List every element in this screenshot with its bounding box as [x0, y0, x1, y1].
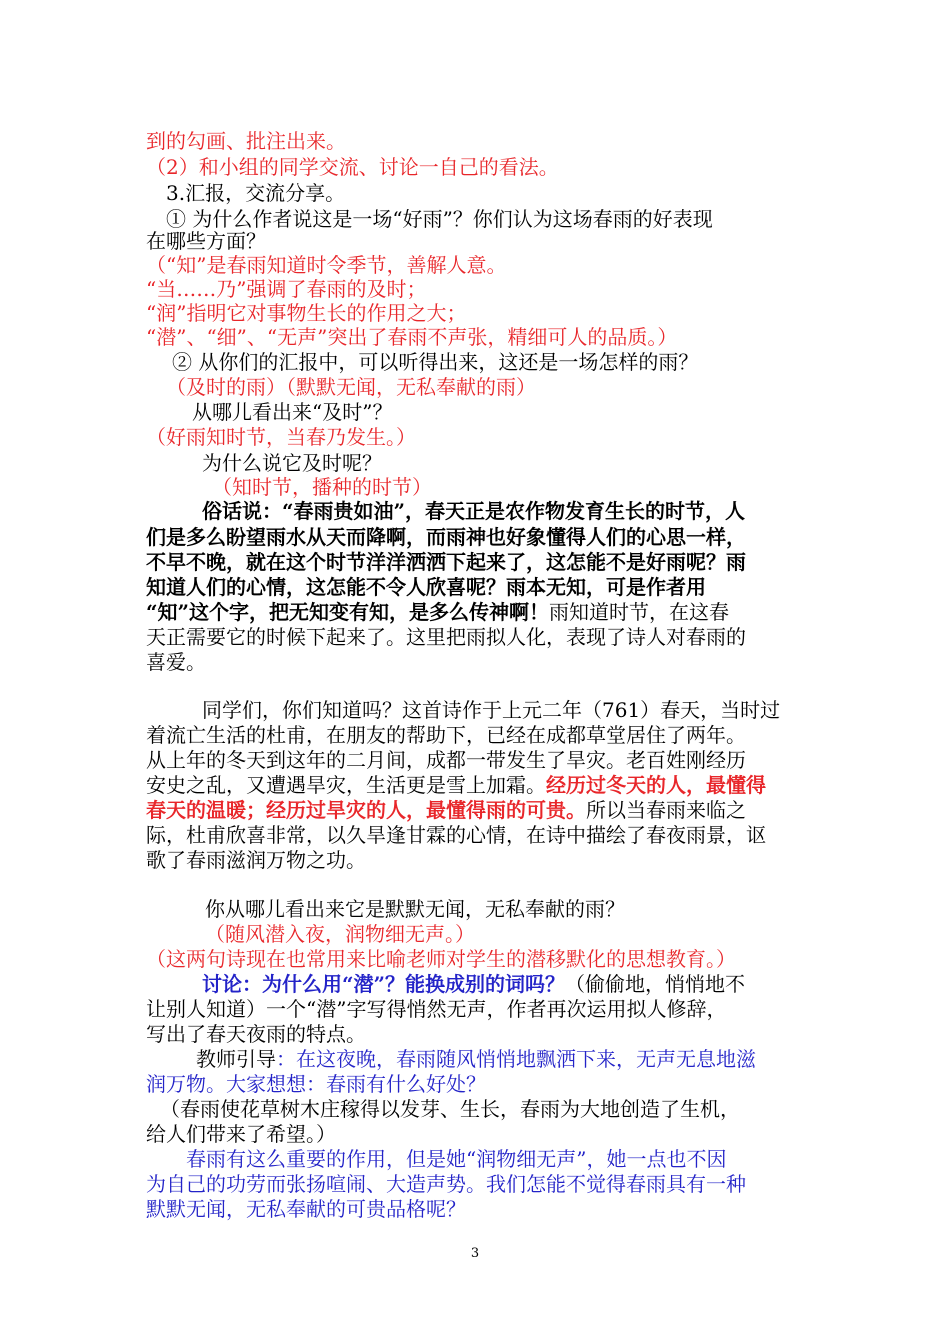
- text-line: （2）和小组的同学交流、讨论一自己的看法。: [146, 155, 559, 179]
- text-span: 春天的温暖；经历过旱灾的人，最懂得雨的可贵。: [146, 798, 586, 822]
- text-span: “知”这个字，把无知变有知，是多么传神啊！: [146, 600, 550, 624]
- text-line: [146, 599, 816, 625]
- text-line: [202, 971, 872, 997]
- text-line: 为什么说它及时呢？: [202, 451, 382, 475]
- text-span: 讨论：为什么用“潜”？能换成别的词吗？: [202, 972, 566, 996]
- text-line: 在哪些方面？: [146, 229, 266, 253]
- text-line: 喜爱。: [146, 650, 206, 674]
- text-line: （春雨使花草树木庄稼得以发芽、生长，春雨为大地创造了生机，: [160, 1097, 740, 1121]
- text-line: 给人们带来了希望。）: [146, 1122, 336, 1146]
- text-line: 俗话说：“春雨贵如油”，春天正是农作物发育生长的时节，人: [202, 499, 746, 523]
- text-line: （好雨知时节，当春乃发生。）: [146, 425, 416, 449]
- text-line: 们是多么盼望雨水从天而降啊，而雨神也好象懂得人们的心思一样，: [146, 525, 746, 549]
- text-line: 润万物。大家想想：春雨有什么好处？: [146, 1072, 486, 1096]
- text-line: 默默无闻，无私奉献的可贵品格呢？: [146, 1197, 466, 1221]
- text-line: 际，杜甫欣喜非常，以久旱逢甘霖的心情，在诗中描绘了春夜雨景，讴: [146, 823, 766, 847]
- text-line: 不早不晚，就在这个时节洋洋洒洒下起来了，这怎能不是好雨呢？雨: [146, 550, 746, 574]
- text-line: （“知”是春雨知道时令季节，善解人意。: [146, 253, 507, 277]
- text-span: （偷偷地，悄悄地不: [565, 972, 746, 996]
- text-line: ② 从你们的汇报中，可以听得出来，这还是一场怎样的雨？: [172, 350, 699, 374]
- text-line: 着流亡生活的杜甫，在朋友的帮助下，已经在成都草堂居住了两年。: [146, 723, 746, 747]
- text-line: 3.汇报，交流分享。: [166, 181, 346, 205]
- text-line: 让别人知道）一个“潜”字写得悄然无声，作者再次运用拟人修辞，: [146, 997, 727, 1021]
- text-span: 安史之乱，又遭遇旱灾，生活更是雪上加霜。: [146, 773, 546, 797]
- text-line: “潜”、“细”、“无声”突出了春雨不声张，精细可人的品质。）: [146, 325, 678, 349]
- text-line: [146, 797, 816, 823]
- text-line: 从哪儿看出来“及时”？: [192, 400, 393, 424]
- text-line: 知道人们的心情，这怎能不令人欣喜呢？雨本无知，可是作者用: [146, 575, 706, 599]
- text-line: 为自己的功劳而张扬喧闹、大造声势。我们怎能不觉得春雨具有一种: [146, 1172, 746, 1196]
- text-line: 你从哪儿看出来它是默默无闻，无私奉献的雨？: [205, 897, 625, 921]
- text-span: ：在这夜晚，春雨随风悄悄地飘洒下来，无声无息地滋: [276, 1047, 756, 1071]
- text-line: “润”指明它对事物生长的作用之大；: [146, 301, 467, 325]
- text-line: （及时的雨）（默默无闻，无私奉献的雨）: [166, 375, 536, 399]
- text-line: （随风潜入夜，润物细无声。）: [205, 922, 475, 946]
- text-line: 春雨有这么重要的作用，但是她“润物细无声”，她一点也不因: [186, 1147, 727, 1171]
- text-line: [146, 772, 816, 798]
- page-number: 3: [470, 1246, 480, 1261]
- text-span: 所以当春雨来临之: [586, 798, 746, 822]
- text-line: 到的勾画、批注出来。: [146, 129, 346, 153]
- text-line: ① 为什么作者说这是一场“好雨”？你们认为这场春雨的好表现: [166, 207, 713, 231]
- text-span: 雨知道时节，在这春: [549, 600, 730, 624]
- text-line: 天正需要它的时候下起来了。这里把雨拟人化，表现了诗人对春雨的: [146, 625, 746, 649]
- text-line: 歌了春雨滋润万物之功。: [146, 848, 366, 872]
- text-line: “当……乃”强调了春雨的及时；: [146, 277, 427, 301]
- text-span: 经历过冬天的人，最懂得: [546, 773, 766, 797]
- text-line: （这两句诗现在也常用来比喻老师对学生的潜移默化的思想教育。）: [146, 947, 736, 971]
- text-line: [196, 1046, 866, 1072]
- text-line: 从上年的冬天到这年的二月间，成都一带发生了旱灾。老百姓刚经历: [146, 748, 746, 772]
- text-span: 教师引导: [196, 1047, 276, 1071]
- text-line: （知时节，播种的时节）: [212, 475, 432, 499]
- text-line: 写出了春天夜雨的特点。: [146, 1022, 366, 1046]
- text-line: 同学们，你们知道吗？这首诗作于上元二年（761）春天，当时过: [202, 698, 781, 722]
